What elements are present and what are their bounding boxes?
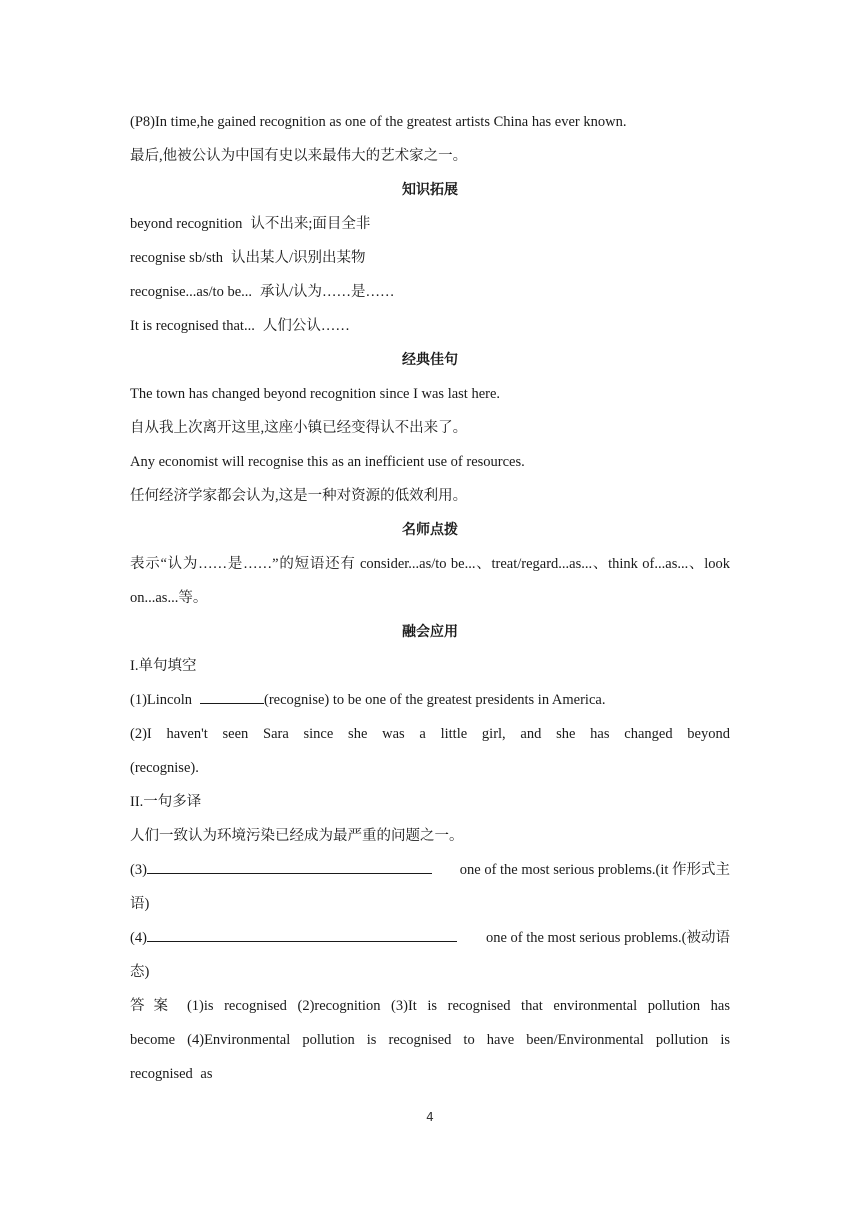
classic-sentence-english: The town has changed beyond recognition since I was last here.: [130, 386, 501, 402]
classic-heading: 经典佳句: [402, 352, 458, 368]
knowledge-item: [130, 207, 730, 241]
phrase: recognise...as/to be...: [130, 284, 253, 300]
meaning: 承认/认为……是……: [260, 284, 395, 300]
page-content: [130, 105, 730, 1091]
section-title: II.一句多译: [130, 794, 202, 810]
answer-blank: [147, 859, 432, 874]
answer-blank: [200, 689, 264, 704]
phrase: recognise sb/sth: [130, 250, 224, 266]
meaning: 认不出来;面目全非: [250, 216, 371, 232]
answer-label: 答案: [130, 998, 177, 1014]
knowledge-item: [130, 275, 730, 309]
knowledge-heading: 知识拓展: [402, 182, 458, 198]
example-english: (P8)In time,he gained recognition as one of the greatest artists China has ever known.: [130, 114, 627, 130]
section-title: I.单句填空: [130, 658, 197, 674]
tips-text-line: 表示“认为……是……”的短语还有 consider...as/to be...、treat/regard...as...、think of...as...、look: [130, 556, 730, 572]
page-number: 4: [426, 1110, 434, 1124]
tips-text-line: on...as...等。: [130, 590, 208, 606]
meaning: 人们公认……: [262, 318, 350, 334]
answer-block: [130, 989, 730, 1091]
phrase: beyond recognition: [130, 216, 243, 232]
source-sentence: 人们一致认为环境污染已经成为最严重的问题之一。: [130, 828, 464, 844]
question-3: (3) one of the most serious problems.(it 作形式主: [130, 853, 730, 887]
question-2-line: (recognise).: [130, 760, 199, 776]
question-4: (4) one of the most serious problems.(被动语: [130, 921, 730, 955]
example-chinese: 最后,他被公认为中国有史以来最伟大的艺术家之一。: [130, 148, 468, 164]
classic-sentence-chinese: 自从我上次离开这里,这座小镇已经变得认不出来了。: [130, 420, 468, 436]
knowledge-item: [130, 241, 730, 275]
tips-heading: 名师点拨: [402, 522, 458, 538]
question-3-cont: 语): [130, 896, 150, 912]
question-4-cont: 态): [130, 964, 150, 980]
answer-blank: [147, 927, 457, 942]
knowledge-item: [130, 309, 730, 343]
question-2-line: (2)I haven't seen Sara since she was a little girl, and she has changed beyond: [130, 726, 730, 742]
classic-sentence-english: Any economist will recognise this as an inefficient use of resources.: [130, 454, 525, 470]
answer-text: (1)is recognised (2)recognition (3)It is recognised that environmental pollution has become (4)Environmental pollution is recognised to have been/Environmental pollution is recognised as: [130, 998, 731, 1082]
classic-sentence-chinese: 任何经济学家都会认为,这是一种对资源的低效利用。: [130, 488, 468, 504]
apply-heading: 融会应用: [402, 624, 458, 640]
phrase: It is recognised that...: [130, 318, 255, 334]
meaning: 认出某人/识别出某物: [231, 250, 366, 266]
question-1: (1)Lincoln (recognise) to be one of the greatest presidents in America.: [130, 683, 730, 717]
